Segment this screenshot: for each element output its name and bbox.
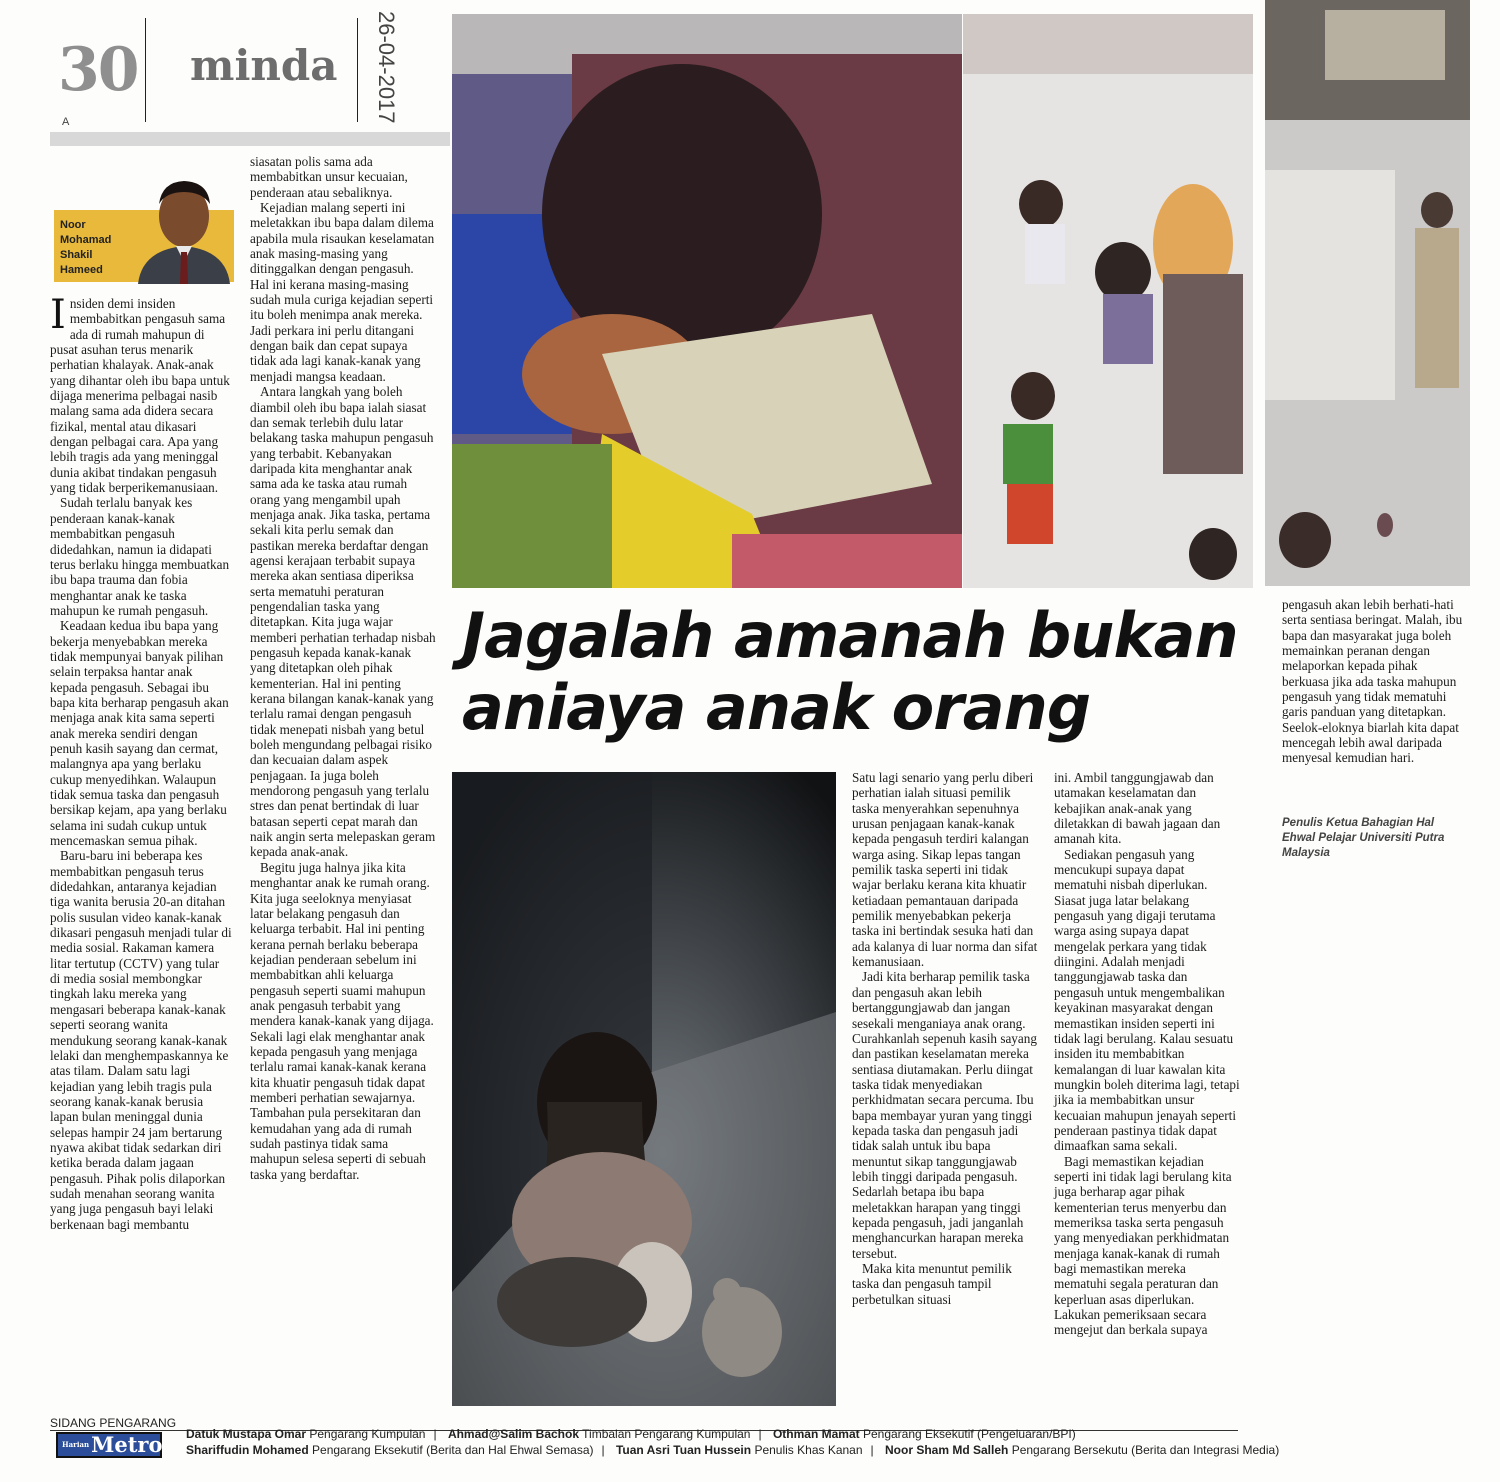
article-column-2 [250, 154, 436, 1404]
article-paragraph: Baru-baru ini beberapa kes membabitkan pengasuh terus didedahkan, antaranya kejadian tiga wanita berusia 20-an ditahan polis susulan video kanak-kanak dikasari pengasuh menjadi tular di media sosial. Rakaman kamera litar tertutup (CCTV) yang tular di media sosial membongkar tingkah laku mereka yang mengasari beberapa kanak-kanak seperti seorang wanita mendukung seorang kanak-kanak lelaki dan menghempaskannya ke atas tilam. Dalam satu lagi kejadian yang lebih tragis pula seorang kanak-kanak berusia lapan bulan meninggal dunia selepas hampir 24 jam bertarung nyawa akibat tidak sedarkan diri ketika berada dalam jagaan pengasuh. Pihak polis dilaporkan sudah menahan seorang wanita yang juga pengasuh bayi lelaki berkenaan bagi membantu [50, 848, 232, 1232]
harian-metro-logo: $^{Harian}$Metro [56, 1432, 162, 1458]
article-column-3 [852, 770, 1038, 1404]
article-paragraph: Satu lagi senario yang perlu diberi perhatian ialah situasi pemilik taska menyerahkan sepenuhnya urusan penjagaan kanak-kanak kepada pengasuh terdiri kalangan warga asing. Sikap lepas tangan pemilik taska seperti ini tidak wajar berlaku kerana kita khuatir ketiadaan pemantauan daripada pemilik menyebabkan pekerja taska ini bertindak sesuka hati dan ada kalanya di luar norma dan sifat kemanusiaan. [852, 770, 1038, 970]
article-paragraph: Jadi kita berharap pemilik taska dan pengasuh akan lebih bertanggungjawab dan jangan sesekali menganiaya anak orang. Curahkanlah sepenuh kasih sayang dan pastikan keselamatan mereka sentiasa diutamakan. Perlu diingat taska tidak menyediakan perkhidmatan secara percuma. Ibu bapa membayar yuran yang tinggi kepada taska dan pengasuh jadi tidak salah untuk ibu bapa menuntut sikap tanggungjawab lebih tinggi daripada pengasuh. Sedarlah betapa ibu bapa meletakkan harapan yang tinggi kepada pengasuh, jadi janganlah menghancurkan harapan mereka tersebut. [852, 969, 1037, 1261]
page-number: 30 [58, 35, 138, 105]
cctv-photo-middle-image [963, 14, 1253, 588]
headline-line-2: aniaya anak orang [462, 671, 1091, 744]
cctv-photo-left [452, 14, 962, 588]
author-byline: Penulis Ketua Bahagian Hal Ehwal Pelajar Universiti Putra Malaysia [1282, 817, 1445, 859]
header-divider [145, 18, 146, 122]
author-name: Noor Mohamad Shakil Hameed [60, 219, 112, 276]
cctv-photo-right-image [1265, 0, 1470, 586]
child-photo-image [452, 772, 836, 1406]
issue-date: 26-04-2017 [374, 11, 399, 124]
article-column-1 [50, 292, 232, 1404]
article-paragraph: Begitu juga halnya jika kita menghantar anak ke rumah orang. Kita juga seeloknya menyiasat latar belakang pengasuh dan keluarga terbabit. Hal ini penting kerana pernah berlaku beberapa kejadian penderaan sebelum ini membabitkan ahli keluarga pengasuh seperti suami mahupun anak pengasuh terbabit yang mendera kanak-kanak yang dijaga. Sekali lagi elak menghantar anak kepada pengasuh yang menjaga terlalu ramai kanak-kanak kerana kita khuatir pengasuh tidak dapat memberi perhatian sewajarnya. Tambahan pula persekitaran dan kemudahan yang ada di rumah sudah pastinya tidak sama mahupun selesa seperti di sebuah taska yang berdaftar. [250, 859, 434, 1182]
drop-cap: I [50, 292, 66, 338]
article-paragraph: Bagi memastikan kejadian seperti ini tidak lagi berulang kita juga berharap agar pihak kementerian terus menyerbu dan memeriksa taska serta pengasuh yang menyediakan perkhidmatan menjaga kanak-kanak di rumah bagi memastikan mereka mematuhi segala peraturan dan keperluan asas diperlukan. Lakukan pemeriksaan secara mengejut dan berkala supaya [1054, 1153, 1232, 1338]
article-paragraph: Insiden demi insiden membabitkan pengasuh sama ada di rumah mahupun di pusat asuhan terus menarik perhatian khalayak. Anak-anak yang dihantar oleh ibu bapa untuk dijaga menerima pelbagai nasib malang sama ada didera secara fizikal, mental atau dikasari dengan pelbagai cara. Apa yang lebih tragis ada yang meninggal dunia akibat tindakan pengasuh yang tidak berperikemanusiaan. [50, 292, 230, 496]
article-paragraph: Kejadian malang seperti ini meletakkan ibu bapa dalam dilema apabila mula risaukan keselamatan anak masing-masing yang ditinggalkan dengan pengasuh. Hal ini kerana masing-masing sudah mula curiga kejadian seperti itu boleh menimpa anak mereka. Jadi perkara ini perlu ditangani dengan baik dan cepat supaya tidak ada lagi kanak-kanak yang menjadi mangsa keadaan. [250, 200, 435, 384]
edition-label: A [62, 116, 70, 128]
author-box [54, 160, 234, 286]
article-column-4 [1054, 770, 1240, 1404]
headline-line-1: Jagalah amanah bukan [462, 599, 1238, 672]
article-paragraph: Sediakan pengasuh yang mencukupi supaya dapat mematuhi nisbah diperlukan. Siasat juga latar belakang pengasuh yang digaji terutama warga asing supaya dapat mengelak perkara yang tidak diingini. Adalah menjadi tanggungjawab taska dan pengasuh untuk mengembalikan keyakinan masyarakat dengan memastikan insiden seperti ini tidak lagi berulang. Kalau sesuatu insiden itu membabitkan kemalangan di luar kawalan kita mungkin boleh diterima lagi, tetapi jika ia membabitkan unsur kecuaian mahupun jenayah seperti penderaan pastinya tidak dapat dimaafkan sama sekali. [1054, 846, 1240, 1154]
child-photo [452, 772, 836, 1406]
article-paragraph: pengasuh akan lebih berhati-hati serta sentiasa beringat. Malah, ibu bapa dan masyarakat juga boleh memainkan peranan dengan melaporkan kepada pihak berkuasa jika ada taska mahupun pengasuh yang tidak mematuhi garis panduan yang ditetapkan. Seelok-eloknya biarlah kita dapat mencegah lebih awal daripada menyesal kemudian hari. [1282, 597, 1463, 766]
section-title: minda [190, 41, 338, 90]
article-paragraph: Maka kita menuntut pemilik taska dan pengasuh tampil perbetulkan situasi [852, 1261, 1012, 1307]
author-photo [132, 166, 232, 284]
cctv-photo-middle [963, 14, 1253, 588]
article-paragraph: ini. Ambil tanggungjawab dan utamakan keselamatan dan kebajikan anak-anak yang diletakkan di bawah jagaan dan amanah kita. [1054, 770, 1221, 847]
headline [462, 600, 1262, 744]
article-paragraph: Antara langkah yang boleh diambil oleh ibu bapa ialah siasat dan semak terlebih dulu latar belakang taska mahupun pengasuh yang terbabit. Kebanyakan daripada kita menghantar anak sama ada ke taska atau rumah orang yang mengambil upah menjaga anak. Jika taska, pertama sekali kita perlu semak dan pastikan mereka berdaftar dengan agensi kerajaan terbabit supaya mereka akan sentiasa diperiksa serta mematuhi peraturan pengendalian taska yang ditetapkan. Kita juga wajar memberi perhatian terhadap nisbah pengasuh kepada kanak-kanak yang ditetapkan oleh pihak kementerian. Hal ini penting kerana bilangan kanak-kanak yang terlalu ramai dengan pengasuh tidak menepati nisbah yang betul boleh mengundang pelbagai risiko dan kecuaian dalam aspek penjagaan. Ia juga boleh mendorong pengasuh yang terlalu stres dan penat bertindak di luar batasan seperti cepat marah dan naik angin serta melepaskan geram kepada anak-anak. [250, 384, 436, 860]
article-paragraph: siasatan polis sama ada membabitkan unsur kecuaian, penderaan atau sebaliknya. [250, 154, 408, 200]
article-paragraph: Sudah terlalu banyak kes penderaan kanak-kanak membabitkan pengasuh didedahkan, namun ia didapati terus berlaku hingga membuatkan ibu bapa trauma dan fobia menghantar anak ke taska mahupun ke rumah pengasuh. [50, 495, 230, 618]
cctv-photo-left-image [452, 14, 962, 588]
editorial-board-row-2: Shariffudin Mohamed Pengarang Eksekutif (Berita dan Hal Ehwal Semasa) | Tuan Asri Tuan Hussein Penulis Khas Kanan | Noor Sham Md Salleh Pengarang Bersekutu (Berita dan Integrasi Media) [186, 1443, 1280, 1457]
editorial-board-row-1: Datuk Mustapa Omar Pengarang Kumpulan | Ahmad@Salim Bachok Timbalan Pengarang Kumpulan | Othman Mamat Pengarang Eksekutif (Pengeluaran/BPI) [186, 1427, 1076, 1441]
editorial-board-title: SIDANG PENGARANG [50, 1416, 177, 1430]
article-paragraph: Keadaan kedua ibu bapa yang bekerja menyebabkan mereka tidak mempunyai banyak pilihan selain terpaksa hantar anak kepada pengasuh. Sebagai ibu bapa kita berharap pengasuh akan menjaga anak kita sama seperti anak mereka sendiri dengan penuh kasih sayang dan cermat, malangnya apa yang berlaku cukup menyedihkan. Walaupun tidak semua taska dan pengasuh bersikap kejam, apa yang berlaku selama ini sudah cukup untuk mencemaskan semua pihak. [50, 618, 229, 849]
header-divider [357, 18, 358, 122]
header-bar [50, 132, 450, 146]
article-column-5 [1282, 597, 1466, 807]
cctv-photo-right [1265, 0, 1470, 586]
